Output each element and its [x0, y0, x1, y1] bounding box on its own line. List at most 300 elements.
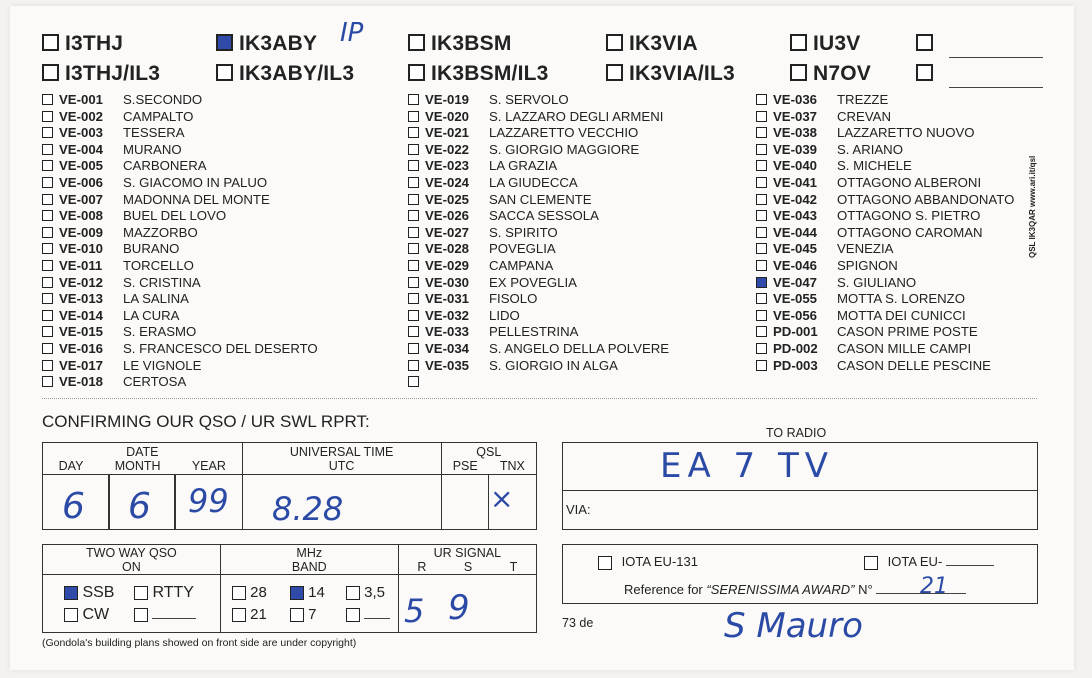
tnx-header: TNX [499, 458, 525, 473]
band-7-label: 7 [308, 606, 317, 623]
handwritten-time: 8.28 [272, 490, 344, 528]
callsign-checkbox[interactable] [42, 64, 59, 81]
band-21[interactable] [232, 606, 267, 623]
reference-checkbox[interactable] [408, 210, 419, 221]
reference-row[interactable] [756, 142, 903, 159]
reference-name: S. GIORGIO MAGGIORE [489, 141, 640, 157]
reference-code: VE-023 [425, 158, 469, 174]
reference-row[interactable] [756, 241, 893, 258]
reference-label: Reference for [624, 582, 703, 597]
handwritten-s: 9 [448, 588, 470, 628]
callsign-label: IK3ABY [239, 32, 318, 55]
band-3-5-checkbox[interactable] [346, 586, 360, 600]
callsign-item[interactable] [42, 32, 123, 56]
year-header: YEAR [191, 458, 226, 473]
callsign-label: IK3VIA/IL3 [629, 62, 735, 85]
mode-rtty[interactable] [134, 584, 194, 602]
reference-name: LA SALINA [123, 291, 189, 307]
reference-checkbox[interactable] [756, 343, 767, 354]
reference-code: VE-015 [59, 324, 103, 340]
reference-row[interactable] [756, 208, 980, 225]
qsl-printer-logo: QSL IK3QAR www.ari.it/qsl [1028, 155, 1037, 258]
reference-row[interactable] [756, 275, 916, 292]
reference-checkbox[interactable] [42, 326, 53, 337]
mode-ssb[interactable] [64, 584, 114, 602]
reference-checkbox[interactable] [408, 277, 419, 288]
reference-row[interactable] [42, 92, 202, 109]
reference-code: VE-037 [773, 108, 817, 124]
reference-code: VE-014 [59, 307, 103, 323]
reference-name: LAZZARETTO NUOVO [837, 125, 975, 141]
callsign-label: I3THJ [65, 32, 124, 55]
reference-name: S. ERASMO [123, 324, 197, 340]
mode-other[interactable] [134, 606, 196, 624]
reference-name: SPIGNON [837, 258, 898, 273]
callsign-checkbox[interactable] [408, 34, 425, 51]
callsign-checkbox[interactable] [606, 64, 623, 81]
reference-name: S. GIORGIO IN ALGA [489, 357, 618, 373]
reference-name: LE VIGNOLE [123, 357, 202, 373]
band-3-5-label: 3,5 [364, 584, 386, 601]
date-header: DATE [126, 444, 159, 459]
universal-time-header: UNIVERSAL TIME [289, 444, 394, 459]
reference-code: VE-046 [773, 258, 817, 273]
reference-name: CASON DELLE PESCINE [837, 357, 991, 373]
reference-name: SACCA SESSOLA [489, 208, 599, 224]
reference-name: CERTOSA [123, 374, 187, 390]
reference-checkbox[interactable] [408, 94, 419, 105]
callsign-item[interactable] [790, 62, 871, 86]
reference-checkbox[interactable] [756, 310, 767, 321]
reference-name: S. ANGELO DELLA POLVERE [489, 341, 670, 356]
reference-checkbox[interactable] [42, 144, 53, 155]
reference-row[interactable] [408, 109, 663, 126]
reference-checkbox[interactable] [42, 194, 53, 205]
reference-name: CREVAN [837, 108, 891, 124]
qsl-header: QSL [476, 444, 502, 459]
reference-checkbox[interactable] [756, 160, 767, 171]
reference-row[interactable] [42, 225, 198, 242]
reference-code: VE-032 [425, 307, 469, 323]
reference-checkbox[interactable] [42, 111, 53, 122]
reference-code: VE-030 [425, 274, 469, 290]
reference-checkbox[interactable] [408, 194, 419, 205]
reference-row[interactable] [42, 324, 196, 341]
reference-row[interactable] [42, 358, 201, 375]
reference-code: VE-034 [425, 341, 469, 356]
callsign-label: I3THJ/IL3 [65, 62, 161, 85]
cw-label: CW [82, 606, 110, 623]
callsign-item[interactable] [216, 32, 317, 56]
callsign-item[interactable] [216, 62, 354, 86]
iota-eu-other[interactable] [864, 554, 994, 570]
reference-row[interactable] [756, 324, 978, 341]
ssb-checkbox[interactable] [64, 586, 78, 600]
reference-checkbox[interactable] [408, 260, 419, 271]
reference-code: VE-026 [425, 208, 469, 224]
reference-row[interactable] [756, 92, 888, 109]
reference-row[interactable] [42, 208, 226, 225]
reference-name: VENEZIA [837, 241, 894, 257]
band-14[interactable] [290, 584, 325, 601]
reference-checkbox[interactable] [756, 111, 767, 122]
reference-code: PD-003 [773, 357, 818, 373]
reference-name: CAMPALTO [123, 108, 194, 124]
reference-code: VE-019 [425, 92, 469, 107]
handwritten-award-number: 21 [920, 574, 948, 599]
reference-row[interactable] [408, 324, 578, 341]
reference-checkbox[interactable] [42, 243, 53, 254]
reference-row[interactable] [42, 275, 201, 292]
reference-name: EX POVEGLIA [489, 274, 577, 290]
reference-name: S. MICHELE [837, 158, 912, 174]
callsign-label: IU3V [813, 32, 861, 55]
band-header: BAND [291, 559, 327, 574]
reference-checkbox[interactable] [756, 293, 767, 304]
handwritten-year: 99 [188, 482, 229, 520]
reference-code: VE-028 [425, 241, 469, 257]
s-header: S [463, 559, 473, 574]
reference-name: CAMPANA [489, 258, 554, 273]
reference-row[interactable] [756, 291, 965, 308]
reference-code: VE-001 [59, 92, 103, 107]
reference-code: VE-022 [425, 141, 469, 157]
reference-checkbox[interactable] [42, 376, 53, 387]
qsl-card [10, 6, 1074, 670]
iota-eu-131-label: IOTA EU-131 [621, 554, 698, 569]
month-header: MONTH [114, 458, 161, 473]
award-number-label: N° [858, 582, 873, 597]
reference-checkbox[interactable] [408, 360, 419, 371]
reference-name: MOTTA DEI CUNICCI [837, 307, 966, 323]
reference-code: VE-004 [59, 141, 103, 157]
callsign-item[interactable] [408, 32, 512, 56]
reference-checkbox[interactable] [408, 310, 419, 321]
other-mode-checkbox[interactable] [134, 608, 148, 622]
reference-name: S. CRISTINA [123, 274, 201, 290]
reference-name: POVEGLIA [489, 241, 556, 257]
reference-row[interactable] [408, 358, 618, 375]
copyright-footer: (Gondola's building plans showed on front side are under copyright) [42, 637, 357, 649]
rtty-label: RTTY [152, 584, 194, 601]
mode-cw[interactable] [64, 606, 109, 624]
band-21-checkbox[interactable] [232, 608, 246, 622]
reference-name: S. SERVOLO [489, 92, 569, 107]
reference-row[interactable] [408, 92, 569, 109]
reference-checkbox[interactable] [42, 127, 53, 138]
reference-checkbox[interactable] [408, 376, 419, 387]
reference-code: VE-012 [59, 274, 103, 290]
t-header: T [509, 559, 518, 574]
reference-row[interactable] [408, 241, 556, 258]
reference-name: OTTAGONO CAROMAN [837, 224, 983, 240]
reference-row[interactable] [408, 258, 553, 275]
reference-row[interactable] [42, 192, 270, 209]
reference-code: VE-031 [425, 291, 469, 307]
reference-code: VE-038 [773, 125, 817, 141]
pse-cell[interactable] [441, 475, 489, 530]
reference-code: VE-036 [773, 92, 817, 107]
reference-name: SAN CLEMENTE [489, 191, 592, 207]
reference-code: VE-009 [59, 224, 103, 240]
confirming-heading: CONFIRMING OUR QSO / UR SWL RPRT: [42, 412, 370, 431]
on-header: ON [122, 559, 141, 574]
callsign-item[interactable] [606, 32, 698, 56]
iota-eu-131-checkbox[interactable] [598, 556, 612, 570]
cw-checkbox[interactable] [64, 608, 78, 622]
iota-eu-131[interactable] [598, 554, 698, 570]
reference-name: CASON PRIME POSTE [837, 324, 978, 340]
reference-checkbox[interactable] [756, 360, 767, 371]
reference-checkbox[interactable] [42, 310, 53, 321]
reference-row[interactable] [408, 291, 537, 308]
reference-code: VE-055 [773, 291, 817, 307]
reference-name: OTTAGONO ALBERONI [837, 175, 982, 190]
reference-checkbox[interactable] [756, 94, 767, 105]
callsign-checkbox[interactable] [916, 34, 933, 51]
handwritten-radio: EA 7 TV [660, 446, 835, 486]
utc-header: UTC [328, 458, 355, 473]
reference-checkbox[interactable] [42, 210, 53, 221]
reference-checkbox[interactable] [408, 127, 419, 138]
reference-checkbox[interactable] [756, 127, 767, 138]
reference-checkbox[interactable] [42, 277, 53, 288]
reference-name: OTTAGONO ABBANDONATO [837, 191, 1015, 207]
reference-row[interactable] [42, 308, 179, 325]
reference-checkbox[interactable] [756, 210, 767, 221]
reference-row[interactable] [408, 125, 638, 142]
reference-checkbox[interactable] [42, 227, 53, 238]
reference-row[interactable] [408, 341, 669, 358]
callsign-checkbox[interactable] [408, 64, 425, 81]
callsign-item[interactable] [42, 62, 160, 86]
reference-row[interactable] [756, 258, 898, 275]
reference-row[interactable] [42, 341, 318, 358]
reference-name: S. FRANCESCO DEL DESERTO [123, 341, 318, 356]
reference-code: VE-011 [59, 258, 103, 273]
iota-eu-other-label: IOTA EU- [887, 554, 943, 569]
callsign-checkbox[interactable] [916, 64, 933, 81]
reference-code: VE-045 [773, 241, 817, 257]
reference-checkbox[interactable] [42, 260, 53, 271]
reference-code: VE-008 [59, 208, 103, 224]
handwritten-tnx-mark: × [490, 482, 514, 515]
reference-name: LIDO [489, 307, 520, 323]
handwritten-month: 6 [128, 486, 151, 527]
reference-checkbox[interactable] [756, 144, 767, 155]
reference-row[interactable] [756, 192, 1014, 209]
reference-name: MURANO [123, 141, 182, 157]
reference-code: VE-021 [425, 125, 469, 141]
reference-code: VE-025 [425, 191, 469, 207]
reference-row[interactable] [408, 275, 577, 292]
band-7-checkbox[interactable] [290, 608, 304, 622]
callsign-item[interactable] [606, 62, 735, 86]
reference-row[interactable] [42, 258, 194, 275]
reference-checkbox[interactable] [408, 111, 419, 122]
reference-checkbox[interactable] [408, 326, 419, 337]
reference-name: TORCELLO [123, 258, 194, 273]
reference-code: VE-029 [425, 258, 469, 273]
band-other[interactable] [346, 606, 390, 623]
reference-row[interactable] [756, 158, 912, 175]
band-14-checkbox[interactable] [290, 586, 304, 600]
award-reference [624, 582, 966, 597]
reference-row[interactable] [42, 241, 179, 258]
band-28[interactable] [232, 584, 267, 601]
reference-row[interactable] [408, 208, 599, 225]
reference-checkbox[interactable] [756, 260, 767, 271]
reference-code: VE-007 [59, 191, 103, 207]
reference-code: PD-002 [773, 341, 818, 356]
reference-name: S.SECONDO [123, 92, 203, 107]
reference-name: LA GRAZIA [489, 158, 558, 174]
reference-checkbox[interactable] [42, 160, 53, 171]
iota-eu-other-checkbox[interactable] [864, 556, 878, 570]
reference-code: VE-013 [59, 291, 103, 307]
reference-name: BUEL DEL LOVO [123, 208, 227, 224]
handwritten-day: 6 [62, 486, 85, 527]
reference-row[interactable] [408, 142, 639, 159]
reference-code: VE-003 [59, 125, 103, 141]
reference-name: TREZZE [837, 92, 889, 107]
reference-name: LA CURA [123, 307, 180, 323]
reference-name: S. GIACOMO IN PALUO [123, 175, 268, 190]
reference-checkbox[interactable] [408, 227, 419, 238]
ur-signal-header: UR SIGNAL [433, 545, 502, 560]
reference-checkbox[interactable] [42, 343, 53, 354]
callsign-checkbox[interactable] [606, 34, 623, 51]
callsign-label: IK3BSM/IL3 [431, 62, 549, 85]
band-28-checkbox[interactable] [232, 586, 246, 600]
callsign-checkbox[interactable] [790, 34, 807, 51]
ssb-label: SSB [82, 584, 115, 601]
reference-code: VE-033 [425, 324, 469, 340]
reference-checkbox[interactable] [756, 326, 767, 337]
reference-name: CARBONERA [123, 158, 207, 174]
reference-code: VE-042 [773, 191, 817, 207]
callsign-item[interactable] [916, 62, 1043, 86]
callsign-item[interactable] [790, 32, 861, 56]
rtty-checkbox[interactable] [134, 586, 148, 600]
handwritten-ip: IP [340, 18, 364, 48]
reference-checkbox[interactable] [408, 243, 419, 254]
reference-row[interactable] [408, 308, 520, 325]
reference-row[interactable] [756, 308, 966, 325]
reference-row[interactable] [42, 125, 185, 142]
band-14-label: 14 [308, 584, 325, 601]
reference-row[interactable] [408, 374, 489, 391]
reference-code: VE-016 [59, 341, 103, 356]
reference-code: VE-020 [425, 108, 469, 124]
reference-code: VE-024 [425, 175, 469, 190]
callsign-checkbox[interactable] [790, 64, 807, 81]
reference-code: VE-005 [59, 158, 103, 174]
band-3-5[interactable] [346, 584, 385, 601]
reference-code: VE-056 [773, 307, 817, 323]
reference-row[interactable] [42, 291, 189, 308]
reference-row[interactable] [756, 225, 983, 242]
reference-row[interactable] [408, 175, 578, 192]
reference-checkbox[interactable] [756, 277, 767, 288]
reference-name: TESSERA [123, 125, 185, 141]
reference-name: FISOLO [489, 291, 538, 307]
73-de-label: 73 de [562, 616, 594, 630]
reference-checkbox[interactable] [408, 160, 419, 171]
via-label: VIA: [566, 502, 591, 517]
reference-checkbox[interactable] [408, 293, 419, 304]
reference-name: S. SPIRITO [489, 224, 558, 240]
reference-code: VE-006 [59, 175, 103, 190]
reference-row[interactable] [42, 158, 207, 175]
reference-name: OTTAGONO S. PIETRO [837, 208, 981, 224]
reference-name: LA GIUDECCA [489, 175, 578, 190]
callsign-item[interactable] [408, 62, 549, 86]
reference-name: S. GIULIANO [837, 274, 917, 290]
reference-checkbox[interactable] [756, 194, 767, 205]
reference-name: MADONNA DEL MONTE [123, 191, 270, 207]
reference-row[interactable] [408, 225, 558, 242]
section-divider [42, 398, 1037, 399]
callsign-item[interactable] [916, 32, 1043, 56]
reference-code: VE-041 [773, 175, 817, 190]
r-header: R [417, 559, 427, 574]
reference-row[interactable] [42, 175, 267, 192]
reference-name: CASON MILLE CAMPI [837, 341, 972, 356]
reference-checkbox[interactable] [756, 243, 767, 254]
reference-row[interactable] [756, 109, 891, 126]
callsign-checkbox[interactable] [216, 64, 233, 81]
reference-row[interactable] [42, 109, 193, 126]
callsign-checkbox[interactable] [216, 34, 233, 51]
reference-code: PD-001 [773, 324, 818, 340]
reference-checkbox[interactable] [408, 144, 419, 155]
reference-name: MAZZORBO [123, 224, 198, 240]
reference-checkbox[interactable] [756, 227, 767, 238]
handwritten-signature: S Mauro [724, 606, 863, 646]
reference-row[interactable] [756, 358, 991, 375]
reference-row[interactable] [756, 175, 981, 192]
reference-checkbox[interactable] [42, 177, 53, 188]
reference-code: VE-044 [773, 224, 817, 240]
reference-checkbox[interactable] [756, 177, 767, 188]
callsign-label: IK3BSM [431, 32, 512, 55]
reference-name: MOTTA S. LORENZO [837, 291, 965, 307]
reference-checkbox[interactable] [42, 293, 53, 304]
reference-row[interactable] [408, 192, 592, 209]
reference-checkbox[interactable] [42, 360, 53, 371]
reference-row[interactable] [756, 125, 975, 142]
day-header: DAY [58, 458, 84, 473]
band-7[interactable] [290, 606, 317, 623]
reference-checkbox[interactable] [42, 94, 53, 105]
reference-row[interactable] [408, 158, 557, 175]
reference-row[interactable] [756, 341, 971, 358]
reference-code: VE-010 [59, 241, 103, 257]
reference-row[interactable] [42, 142, 182, 159]
reference-code: VE-040 [773, 158, 817, 174]
reference-code: VE-035 [425, 357, 469, 373]
reference-checkbox[interactable] [408, 177, 419, 188]
reference-checkbox[interactable] [408, 343, 419, 354]
callsign-checkbox[interactable] [42, 34, 59, 51]
two-way-header: TWO WAY QSO [86, 545, 177, 560]
band-other-checkbox[interactable] [346, 608, 360, 622]
callsign-label: IK3ABY/IL3 [239, 62, 355, 85]
to-radio-label: TO RADIO [766, 426, 827, 440]
reference-row[interactable] [42, 374, 186, 391]
pse-header: PSE [452, 458, 478, 473]
